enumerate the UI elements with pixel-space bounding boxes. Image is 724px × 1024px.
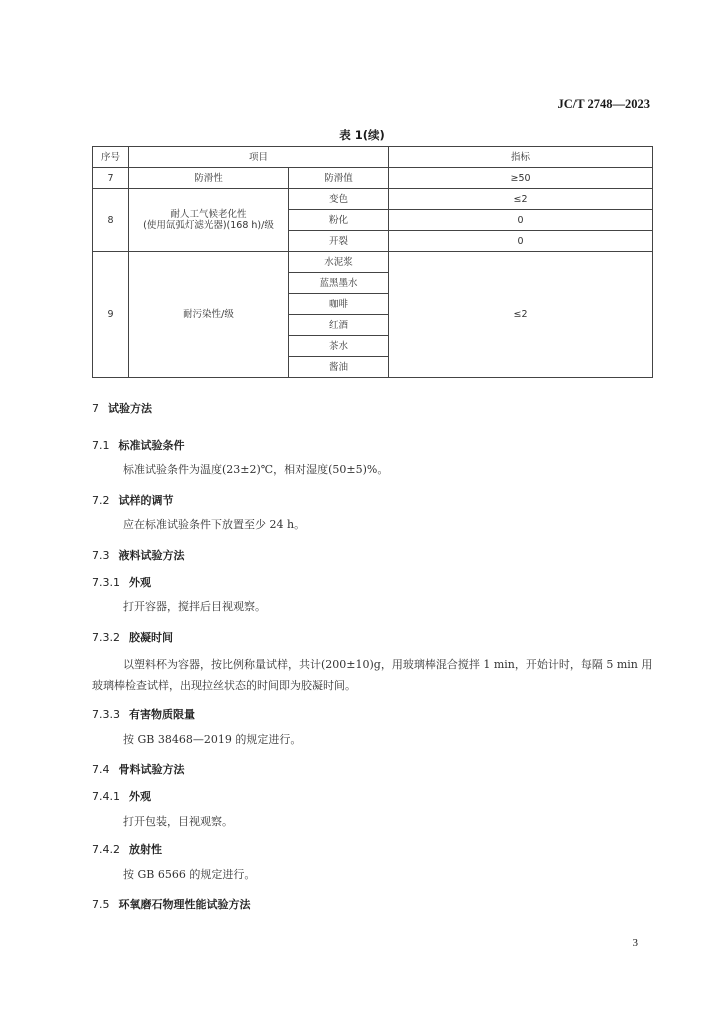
row8-value: ≤2 bbox=[389, 189, 653, 210]
section-title: 环氧磨石物理性能试验方法 bbox=[118, 898, 251, 911]
row8-item-line2: (使用氙弧灯滤光器)(168 h)/级 bbox=[143, 220, 274, 231]
row9-sub: 茶水 bbox=[289, 336, 389, 357]
table-row bbox=[93, 168, 653, 189]
row8-seq: 8 bbox=[93, 189, 129, 252]
header-index: 指标 bbox=[389, 147, 653, 168]
table-caption: 表 1(续) bbox=[339, 128, 385, 142]
section-number: 7.1 bbox=[92, 439, 110, 452]
section-7-3-3-text: 按 GB 38468—2019 的规定进行。 bbox=[123, 733, 302, 746]
row7-sub: 防滑值 bbox=[289, 168, 389, 189]
section-7-4-1-heading bbox=[92, 788, 151, 804]
row8-item-line1: 耐人工气候老化性 bbox=[170, 209, 247, 220]
section-7-4-1-text: 打开包装，目视观察。 bbox=[123, 815, 233, 828]
row9-sub: 酱油 bbox=[289, 357, 389, 378]
standard-code: JC/T 2748—2023 bbox=[557, 97, 650, 111]
section-number: 7.3 bbox=[92, 549, 110, 562]
page-number: 3 bbox=[632, 937, 638, 949]
section-7-3-3-heading bbox=[92, 706, 195, 722]
section-7-4-2-heading bbox=[92, 841, 162, 857]
section-number: 7 bbox=[92, 402, 99, 415]
row9-sub: 红酒 bbox=[289, 315, 389, 336]
section-title: 外观 bbox=[129, 790, 151, 803]
row7-seq: 7 bbox=[93, 168, 129, 189]
section-title: 外观 bbox=[129, 576, 151, 589]
section-number: 7.4 bbox=[92, 763, 110, 776]
section-7-2-text: 应在标准试验条件下放置至少 24 h。 bbox=[123, 518, 306, 531]
section-title: 胶凝时间 bbox=[129, 631, 173, 644]
row7-value: ≥50 bbox=[389, 168, 653, 189]
row9-item: 耐污染性/级 bbox=[129, 252, 289, 378]
section-7-5-heading bbox=[92, 896, 251, 912]
section-number: 7.3.1 bbox=[92, 576, 120, 589]
row9-sub: 蓝黑墨水 bbox=[289, 273, 389, 294]
row8-item bbox=[129, 189, 289, 252]
section-7-2-heading bbox=[92, 492, 174, 508]
row9-sub: 水泥浆 bbox=[289, 252, 389, 273]
row9-seq: 9 bbox=[93, 252, 129, 378]
section-7-3-1-text: 打开容器，搅拌后目视观察。 bbox=[123, 600, 266, 613]
section-7-4-2-text: 按 GB 6566 的规定进行。 bbox=[123, 868, 256, 881]
header-item: 项目 bbox=[129, 147, 389, 168]
section-number: 7.3.2 bbox=[92, 631, 120, 644]
table-row bbox=[93, 189, 653, 210]
section-number: 7.2 bbox=[92, 494, 110, 507]
row7-item: 防滑性 bbox=[129, 168, 289, 189]
row8-sub: 变色 bbox=[289, 189, 389, 210]
section-7-heading bbox=[92, 400, 152, 416]
section-title: 放射性 bbox=[129, 843, 162, 856]
section-7-3-2-heading bbox=[92, 629, 173, 645]
row9-value: ≤2 bbox=[389, 252, 653, 378]
row9-sub: 咖啡 bbox=[289, 294, 389, 315]
table-row bbox=[93, 252, 653, 273]
section-7-3-2-text: 以塑料杯为容器，按比例称量试样，共计(200±10)g，用玻璃棒混合搅拌 1 min，开始计时，每隔 5 min 用玻璃棒检查试样，出现拉丝状态的时间即为胶凝时间。 bbox=[92, 658, 653, 692]
section-7-1-text: 标准试验条件为温度(23±2)℃，相对湿度(50±5)%。 bbox=[123, 463, 389, 476]
section-title: 试验方法 bbox=[108, 402, 152, 415]
section-7-4-heading bbox=[92, 761, 185, 777]
section-number: 7.3.3 bbox=[92, 708, 120, 721]
row8-sub: 开裂 bbox=[289, 231, 389, 252]
section-title: 试样的调节 bbox=[118, 494, 174, 507]
table-header-row bbox=[93, 147, 653, 168]
section-title: 标准试验条件 bbox=[118, 439, 185, 452]
section-title: 液料试验方法 bbox=[118, 549, 185, 562]
section-7-3-heading bbox=[92, 547, 185, 563]
row8-sub: 粉化 bbox=[289, 210, 389, 231]
row8-value: 0 bbox=[389, 210, 653, 231]
section-number: 7.4.2 bbox=[92, 843, 120, 856]
section-7-1-heading bbox=[92, 437, 185, 453]
section-title: 骨料试验方法 bbox=[118, 763, 185, 776]
section-number: 7.5 bbox=[92, 898, 110, 911]
section-title: 有害物质限量 bbox=[129, 708, 195, 721]
spec-table bbox=[92, 146, 653, 378]
header-seq: 序号 bbox=[93, 147, 129, 168]
row8-value: 0 bbox=[389, 231, 653, 252]
section-7-3-1-heading bbox=[92, 574, 151, 590]
section-number: 7.4.1 bbox=[92, 790, 120, 803]
